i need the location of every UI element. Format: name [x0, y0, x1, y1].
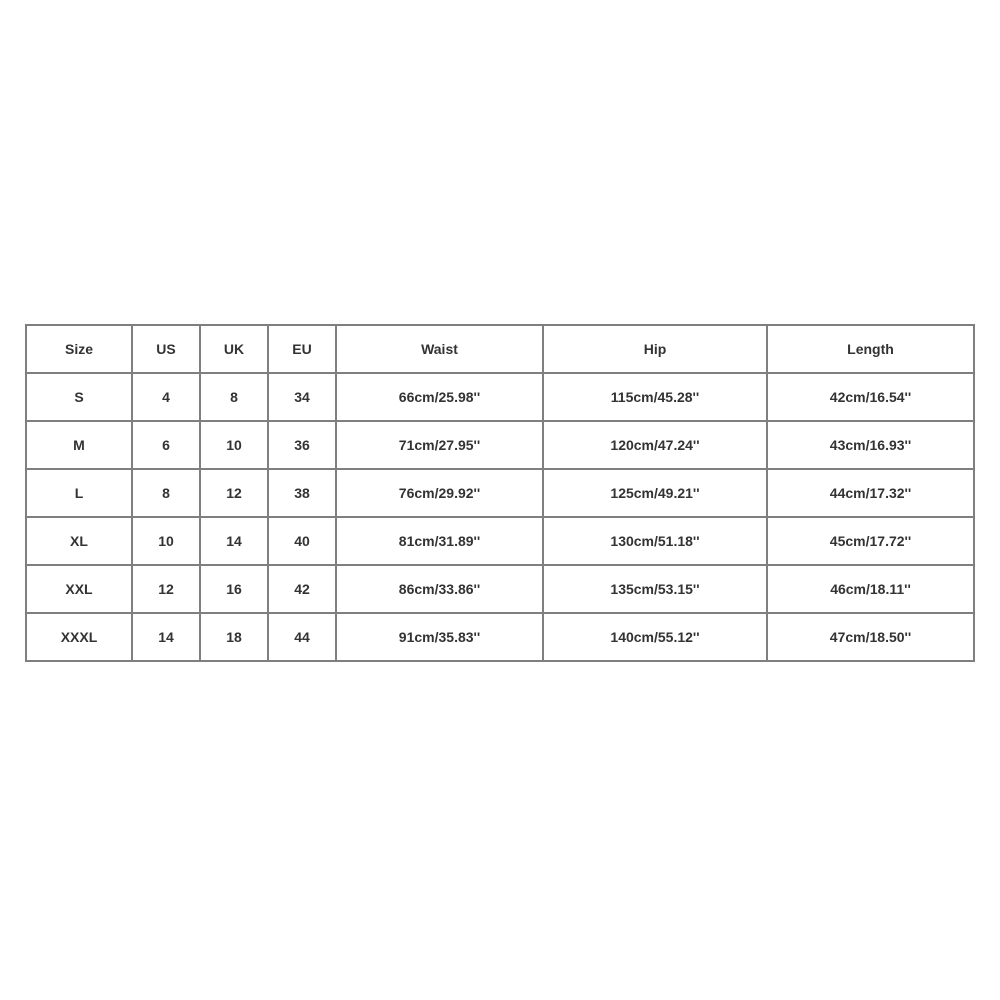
- cell-us: 12: [132, 565, 200, 613]
- cell-length: 43cm/16.93'': [767, 421, 974, 469]
- table-row: [26, 565, 974, 613]
- cell-uk: 12: [200, 469, 268, 517]
- cell-length: 45cm/17.72'': [767, 517, 974, 565]
- cell-eu: 40: [268, 517, 336, 565]
- cell-waist: 81cm/31.89'': [336, 517, 543, 565]
- header-us: US: [132, 325, 200, 373]
- header-eu: EU: [268, 325, 336, 373]
- cell-waist: 91cm/35.83'': [336, 613, 543, 661]
- cell-size: M: [26, 421, 132, 469]
- cell-hip: 125cm/49.21'': [543, 469, 767, 517]
- cell-eu: 44: [268, 613, 336, 661]
- cell-eu: 42: [268, 565, 336, 613]
- table-row: [26, 517, 974, 565]
- cell-hip: 135cm/53.15'': [543, 565, 767, 613]
- cell-us: 10: [132, 517, 200, 565]
- cell-uk: 14: [200, 517, 268, 565]
- cell-length: 44cm/17.32'': [767, 469, 974, 517]
- cell-length: 42cm/16.54'': [767, 373, 974, 421]
- cell-us: 4: [132, 373, 200, 421]
- cell-hip: 140cm/55.12'': [543, 613, 767, 661]
- cell-uk: 10: [200, 421, 268, 469]
- cell-uk: 8: [200, 373, 268, 421]
- table-row: [26, 421, 974, 469]
- cell-size: XL: [26, 517, 132, 565]
- header-row: [26, 325, 974, 373]
- cell-size: L: [26, 469, 132, 517]
- cell-waist: 71cm/27.95'': [336, 421, 543, 469]
- cell-uk: 18: [200, 613, 268, 661]
- cell-us: 14: [132, 613, 200, 661]
- cell-hip: 115cm/45.28'': [543, 373, 767, 421]
- cell-length: 47cm/18.50'': [767, 613, 974, 661]
- cell-uk: 16: [200, 565, 268, 613]
- cell-waist: 66cm/25.98'': [336, 373, 543, 421]
- size-chart-table: [25, 324, 975, 662]
- cell-waist: 86cm/33.86'': [336, 565, 543, 613]
- cell-hip: 130cm/51.18'': [543, 517, 767, 565]
- header-size: Size: [26, 325, 132, 373]
- cell-eu: 34: [268, 373, 336, 421]
- table-row: [26, 469, 974, 517]
- cell-size: XXXL: [26, 613, 132, 661]
- cell-us: 6: [132, 421, 200, 469]
- header-length: Length: [767, 325, 974, 373]
- cell-eu: 38: [268, 469, 336, 517]
- cell-hip: 120cm/47.24'': [543, 421, 767, 469]
- cell-waist: 76cm/29.92'': [336, 469, 543, 517]
- cell-eu: 36: [268, 421, 336, 469]
- cell-size: XXL: [26, 565, 132, 613]
- header-hip: Hip: [543, 325, 767, 373]
- header-waist: Waist: [336, 325, 543, 373]
- cell-size: S: [26, 373, 132, 421]
- table-row: [26, 373, 974, 421]
- cell-length: 46cm/18.11'': [767, 565, 974, 613]
- table-row: [26, 613, 974, 661]
- header-uk: UK: [200, 325, 268, 373]
- cell-us: 8: [132, 469, 200, 517]
